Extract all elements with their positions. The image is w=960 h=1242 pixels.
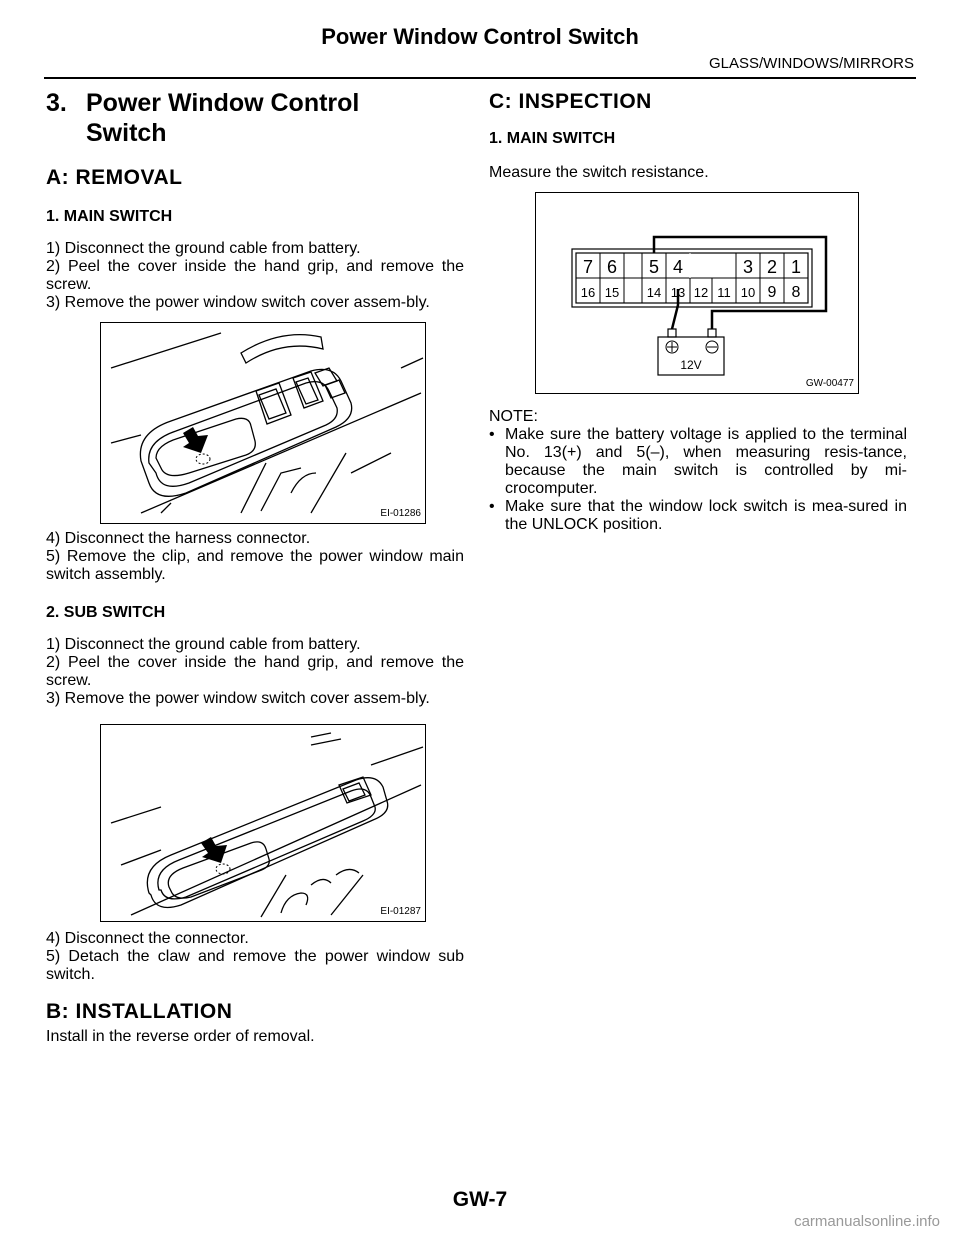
header-rule — [44, 77, 916, 79]
figure-code: EI-01287 — [380, 906, 421, 917]
step: 2) Peel the cover inside the hand grip, and remove the screw. — [46, 258, 464, 293]
step: 2) Peel the cover inside the hand grip, and remove the screw. — [46, 654, 464, 689]
pin-label: 3 — [742, 257, 754, 277]
sub-switch-heading: 2. SUB SWITCH — [46, 604, 166, 621]
figure-code: GW-00477 — [805, 378, 854, 389]
step: 4) Disconnect the connector. — [46, 930, 249, 947]
pin-label: 12 — [693, 285, 709, 300]
installation-heading: B: INSTALLATION — [46, 1000, 233, 1023]
main-heading — [46, 88, 464, 148]
step: 1) Disconnect the ground cable from battery. — [46, 240, 361, 257]
section-name: GLASS/WINDOWS/MIRRORS — [708, 55, 914, 72]
pin-label: 13 — [670, 285, 686, 300]
page-number: GW-7 — [452, 1188, 508, 1211]
pin-label: 7 — [582, 257, 594, 277]
pin-label: 14 — [646, 285, 662, 300]
step: 3) Remove the power window switch cover assem-bly. — [46, 294, 430, 311]
installation-text: Install in the reverse order of removal. — [46, 1028, 315, 1045]
battery-label: 12V — [680, 358, 702, 372]
note-item — [489, 498, 907, 534]
left-column — [46, 88, 464, 1046]
figure-connector — [535, 192, 859, 394]
main-steps-continued — [46, 530, 464, 584]
pin-label: 5 — [648, 257, 660, 277]
step: 5) Remove the clip, and remove the power window main switch assembly. — [46, 548, 464, 583]
bullet: • — [489, 426, 495, 443]
step: 1) Disconnect the ground cable from battery. — [46, 636, 361, 653]
bullet: • — [489, 498, 495, 515]
measure-text: Measure the switch resistance. — [489, 164, 709, 181]
heading-text: Power Window Control Switch — [86, 89, 360, 147]
inspection-main-switch-heading: 1. MAIN SWITCH — [489, 130, 616, 147]
note-item — [489, 426, 907, 498]
note-text: Make sure that the window lock switch is mea-sured in the UNLOCK position. — [505, 498, 907, 533]
main-switch-illustration — [101, 323, 425, 523]
sub-switch-illustration — [101, 725, 425, 921]
watermark: carmanualsonline.info — [794, 1213, 940, 1230]
pin-label: 10 — [740, 285, 756, 300]
connector-diagram — [536, 193, 858, 393]
step: 5) Detach the claw and remove the power window sub switch. — [46, 948, 464, 983]
removal-heading: A: REMOVAL — [46, 166, 183, 189]
figure-code: EI-01286 — [380, 508, 421, 519]
sub-steps-continued — [46, 930, 464, 984]
pin-label: 6 — [606, 257, 618, 277]
pin-label: 4 — [672, 257, 684, 277]
figure-main-switch — [100, 322, 426, 524]
note-text: Make sure the battery voltage is applied to the terminal No. 13(+) and 5(–), when measuring resis-tance, because the main switch is controlled by mi-crocomputer. — [505, 426, 907, 497]
pin-label: 1 — [790, 257, 802, 277]
main-steps — [46, 240, 464, 312]
pin-label: 2 — [766, 257, 778, 277]
page-title: Power Window Control Switch — [321, 24, 639, 49]
pin-label: 11 — [717, 285, 731, 300]
step: 3) Remove the power window switch cover assem-bly. — [46, 690, 430, 707]
sub-steps — [46, 636, 464, 708]
step: 4) Disconnect the harness connector. — [46, 530, 311, 547]
figure-sub-switch — [100, 724, 426, 922]
pin-label: 8 — [791, 284, 801, 301]
inspection-heading: C: INSPECTION — [489, 90, 652, 113]
main-switch-heading: 1. MAIN SWITCH — [46, 208, 173, 225]
heading-number: 3. — [46, 89, 67, 117]
pin-label: 15 — [604, 285, 620, 300]
pin-label: 16 — [580, 285, 596, 300]
right-column — [489, 88, 907, 534]
pin-label: 9 — [767, 284, 777, 301]
note-title: NOTE: — [489, 408, 538, 425]
